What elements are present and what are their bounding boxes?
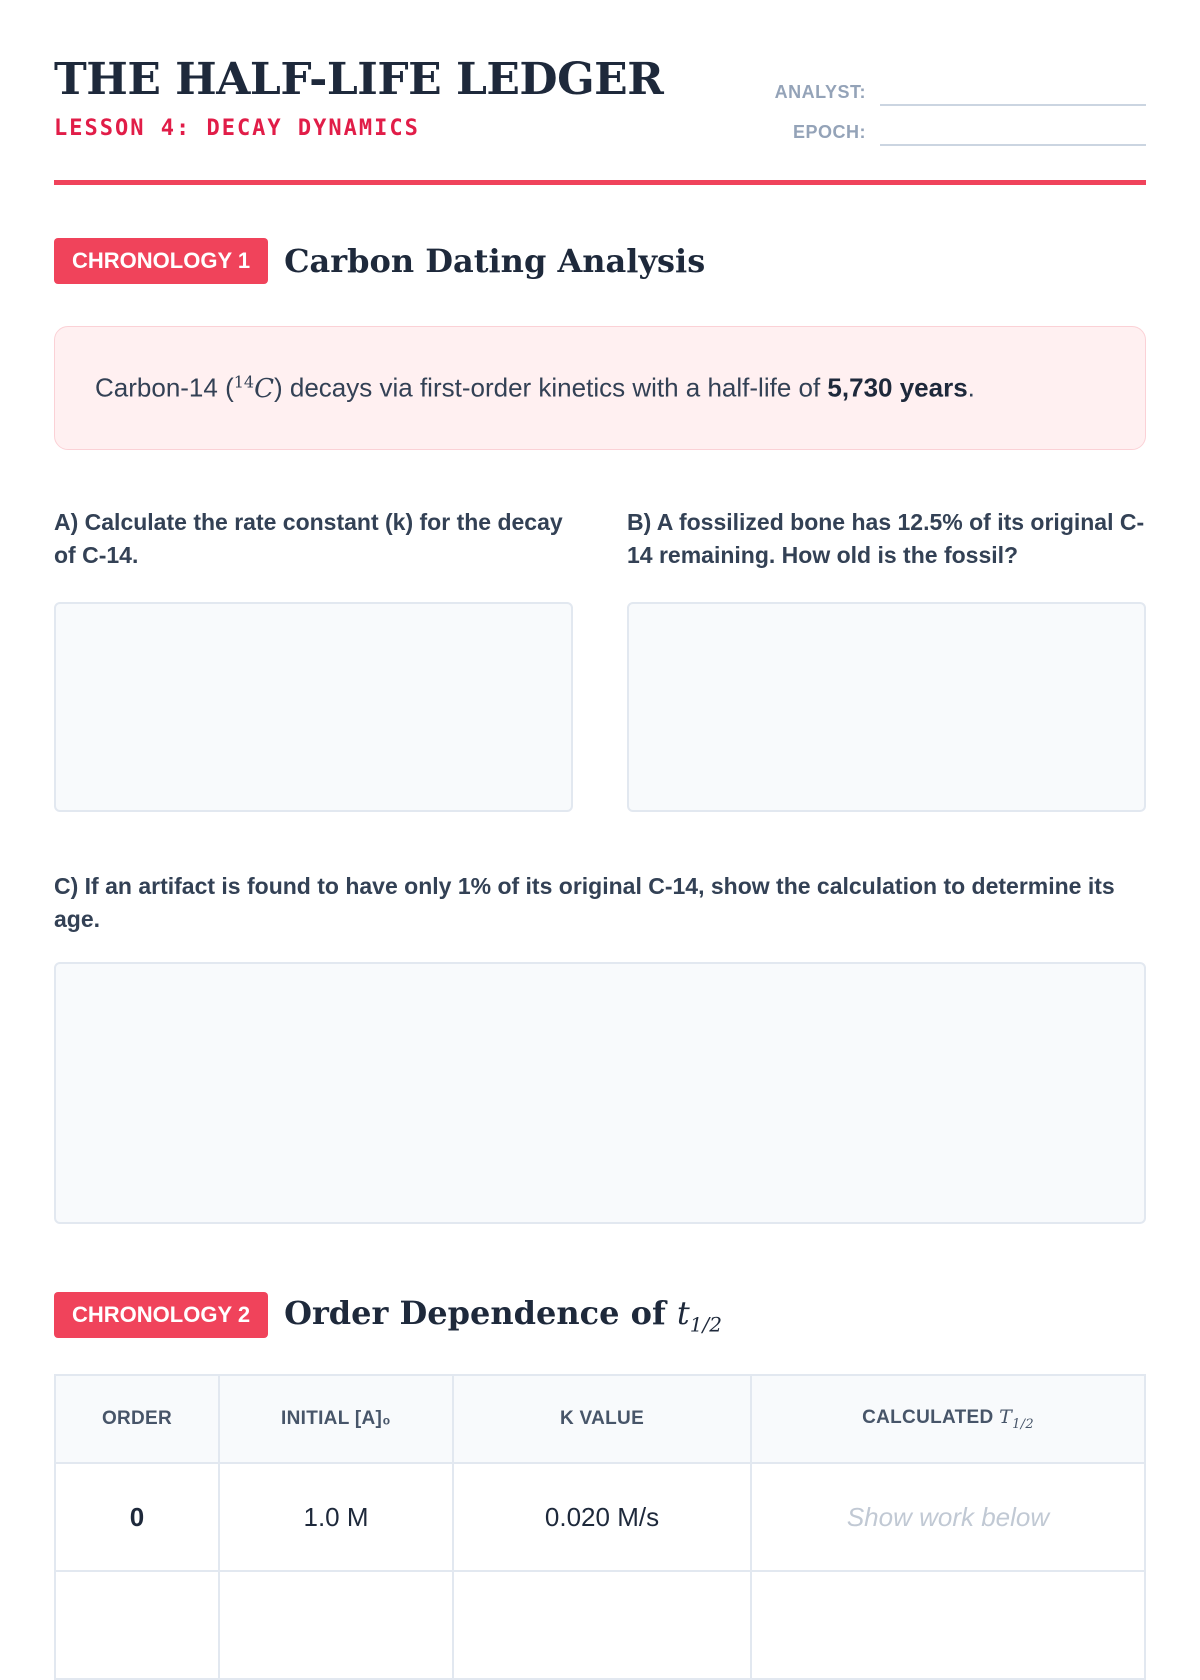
analyst-input-line[interactable] xyxy=(880,76,1146,106)
table-header-row xyxy=(55,1375,1145,1463)
order-dependence-table xyxy=(54,1374,1146,1680)
section-heading xyxy=(54,238,1146,284)
section-badge: CHRONOLOGY 1 xyxy=(54,238,268,284)
question-text: B) A fossilized bone has 12.5% of its original C-14 remaining. How old is the fossil? xyxy=(627,509,1145,568)
calculated-cell[interactable] xyxy=(751,1571,1145,1679)
chronology-2-section xyxy=(54,1292,1146,1680)
table-row xyxy=(55,1571,1145,1679)
question-c xyxy=(54,870,1146,1224)
calculated-cell[interactable]: Show work below xyxy=(751,1463,1145,1571)
info-text: Carbon-14 ($^{14}$C) decays via first-order kinetics with a half-life of 5,730 years. xyxy=(95,372,975,404)
order-table-wrapper xyxy=(54,1374,1146,1680)
question-text: C) If an artifact is found to have only 1% of its original C-14, show the calculation to determine its age. xyxy=(54,873,1115,932)
info-callout xyxy=(54,326,1146,450)
order-cell: 0 xyxy=(55,1463,219,1571)
student-info xyxy=(756,72,1146,152)
column-header-k: K VALUE xyxy=(453,1375,751,1463)
k-cell: 0.020 M/s xyxy=(453,1463,751,1571)
section-title: Order Dependence of $t_{1/2}$ xyxy=(284,1293,722,1337)
answer-box-a[interactable] xyxy=(54,602,573,812)
initial-cell: 1.0 M xyxy=(219,1463,453,1571)
section-title: Carbon Dating Analysis xyxy=(284,242,706,280)
half-life-value: 5,730 years xyxy=(827,372,968,403)
column-header-calculated: CALCULATED $T_{1/2}$ xyxy=(751,1375,1145,1463)
lesson-subtitle: LESSON 4: DECAY DYNAMICS xyxy=(54,116,420,141)
chronology-1-section xyxy=(54,238,1146,1224)
analyst-label: ANALYST: xyxy=(774,82,866,102)
answer-box-b[interactable] xyxy=(627,602,1146,812)
question-row xyxy=(54,506,1146,812)
answer-box-c[interactable] xyxy=(54,962,1146,1224)
epoch-field xyxy=(756,112,1146,146)
column-header-order: ORDER xyxy=(55,1375,219,1463)
half-life-symbol: $t_{1/2}$ xyxy=(676,1293,722,1337)
isotope-notation: $^{14}$C xyxy=(233,372,274,404)
worksheet-header xyxy=(54,0,1146,185)
order-cell xyxy=(55,1571,219,1679)
section-heading xyxy=(54,1292,1146,1338)
page-title: THE HALF-LIFE LEDGER xyxy=(54,54,664,105)
analyst-field xyxy=(756,72,1146,106)
question-text: A) Calculate the rate constant (k) for the decay of C-14. xyxy=(54,509,563,568)
column-header-initial: INITIAL [A]₀ xyxy=(219,1375,453,1463)
question-b xyxy=(627,506,1146,812)
question-a xyxy=(54,506,573,812)
epoch-input-line[interactable] xyxy=(880,116,1146,146)
section-badge: CHRONOLOGY 2 xyxy=(54,1292,268,1338)
k-cell xyxy=(453,1571,751,1679)
epoch-label: EPOCH: xyxy=(792,122,866,142)
initial-cell xyxy=(219,1571,453,1679)
table-row xyxy=(55,1463,1145,1571)
